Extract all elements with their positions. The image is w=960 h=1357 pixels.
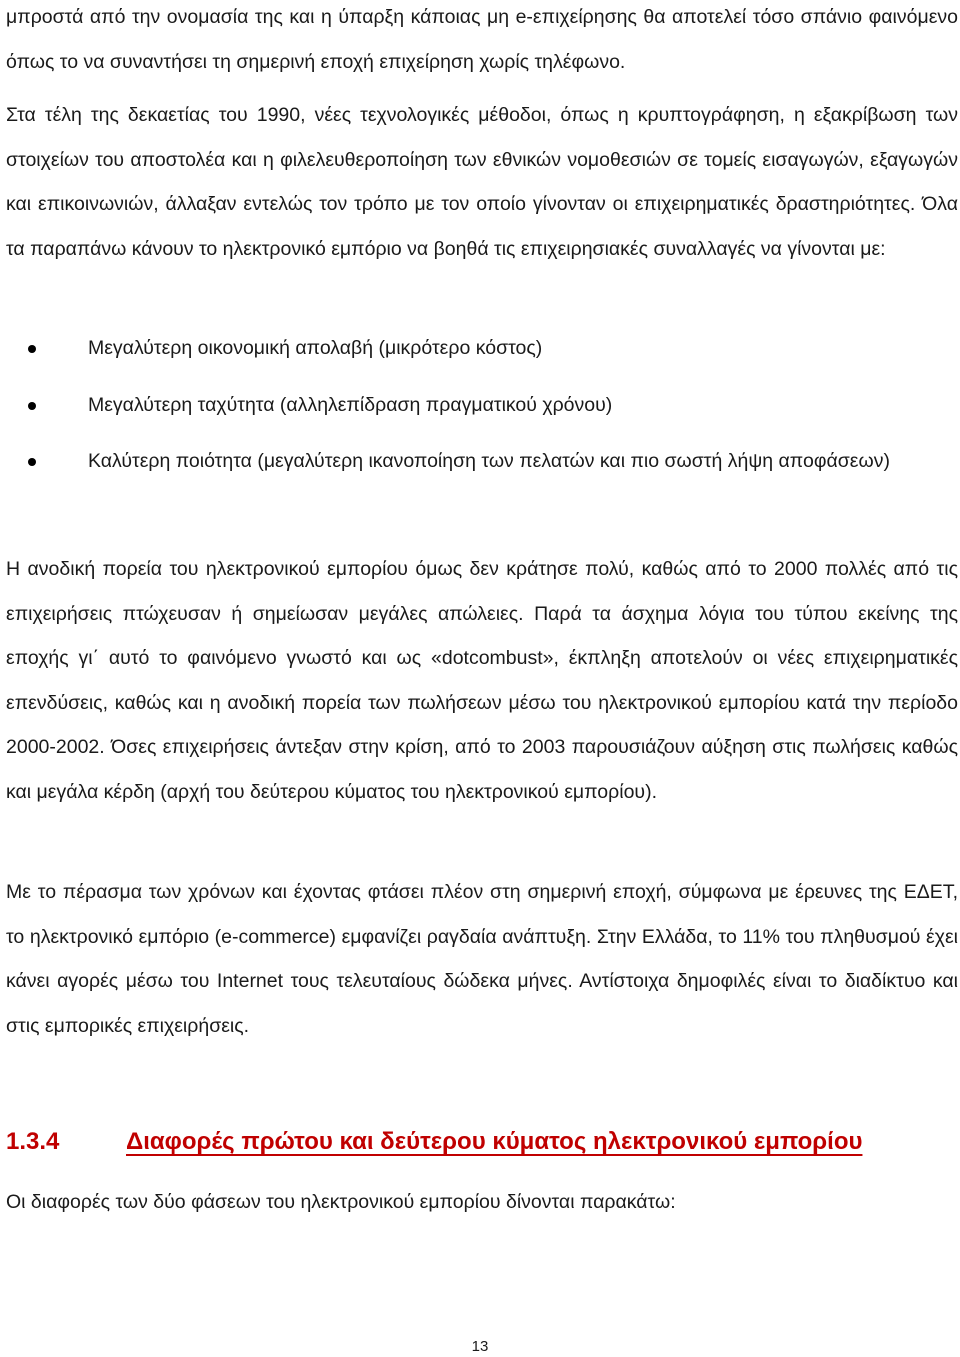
list-item <box>0 439 960 484</box>
bullet-text: Μεγαλύτερη οικονομική απολαβή (μικρότερο κόστος) <box>88 337 543 359</box>
list-item <box>0 326 960 371</box>
section-number: 1.3.4 <box>6 1128 60 1155</box>
bullet-text: Μεγαλύτερη ταχύτητα (αλληλεπίδραση πραγματικού χρόνου) <box>88 393 613 416</box>
bullet-text: Καλύτερη ποιότητα (μεγαλύτερη ικανοποίηση των πελατών και πιο σωστή λήψη αποφάσεων) <box>88 450 890 472</box>
bullet-list <box>0 326 960 484</box>
section-title: Διαφορές πρώτου και δεύτερου κύματος ηλεκτρονικού εμπορίου <box>126 1128 863 1155</box>
bullet-icon <box>28 402 36 410</box>
paragraph-1990s: Στα τέλη της δεκαετίας του 1990, νέες τεχνολογικές μέθοδοι, όπως η κρυπτογράφηση, η εξακρίβωση των στοιχείων του αποστολέα και η φιλελευθεροποίηση των εθνικών νομοθεσιών σε τομείς εισαγωγών, εξαγωγών και επικοινωνιών, άλλαξαν εντελώς τον τρόπο με τον οποίο γίνονταν οι επιχειρηματικές δραστηριότητες. Όλα τα παραπάνω κάνουν το ηλεκτρονικό εμπόριο να βοηθά τις επιχειρησιακές συναλλαγές να γίνονται με: <box>6 104 958 260</box>
paragraph-intro: μπροστά από την ονομασία της και η ύπαρξη κάποιας μη e-επιχείρησης θα αποτελεί τόσο σπάνιο φαινόμενο όπως το να συναντήσει τη σημερινή εποχή επιχείρηση χωρίς τηλέφωνο. <box>6 6 958 73</box>
paragraph-differences-intro: Οι διαφορές των δύο φάσεων του ηλεκτρονικού εμπορίου δίνονται παρακάτω: <box>6 1191 676 1213</box>
paragraph-dotcom-bubble: Η ανοδική πορεία του ηλεκτρονικού εμπορίου όμως δεν κράτησε πολύ, καθώς από το 2000 πολλές από τις επιχειρήσεις πτώχευσαν ή σημείωσαν μεγάλες απώλειες. Παρά τα άσχημα λόγια του τύπου εκείνης της εποχής γι΄ αυτό το φαινόμενο γνωστό και ως «dotcombust», έκπληξη αποτελούν οι νέες επιχειρηματικές επενδύσεις, καθώς και η ανοδική πορεία των πωλήσεων μέσω του ηλεκτρονικού εμπορίου κατά την περίοδο 2000-2002. Όσες επιχειρήσεις άντεξαν στην κρίση, από το 2003 παρουσιάζουν αύξηση στις πωλήσεις καθώς και μεγάλα κέρδη (αρχή του δεύτερου κύματος του ηλεκτρονικού εμπορίου). <box>6 558 958 803</box>
page-number: 13 <box>471 1338 489 1355</box>
section-heading <box>6 1120 956 1164</box>
bullet-icon <box>28 458 36 466</box>
paragraph-present-day: Με το πέρασμα των χρόνων και έχοντας φτάσει πλέον στη σημερινή εποχή, σύμφωνα με έρευνες της ΕΔΕΤ, το ηλεκτρονικό εμπόριο (e-commerce) εμφανίζει ραγδαία ανάπτυξη. Στην Ελλάδα, το 11% του πληθυσμού έχει κάνει αγορές μέσω του Internet τους τελευταίους δώδεκα μήνες. Αντίστοιχα δημοφιλές είναι το διαδίκτυο και στις εμπορικές επιχειρήσεις. <box>6 881 958 1037</box>
list-item <box>0 383 960 428</box>
bullet-icon <box>28 345 36 353</box>
